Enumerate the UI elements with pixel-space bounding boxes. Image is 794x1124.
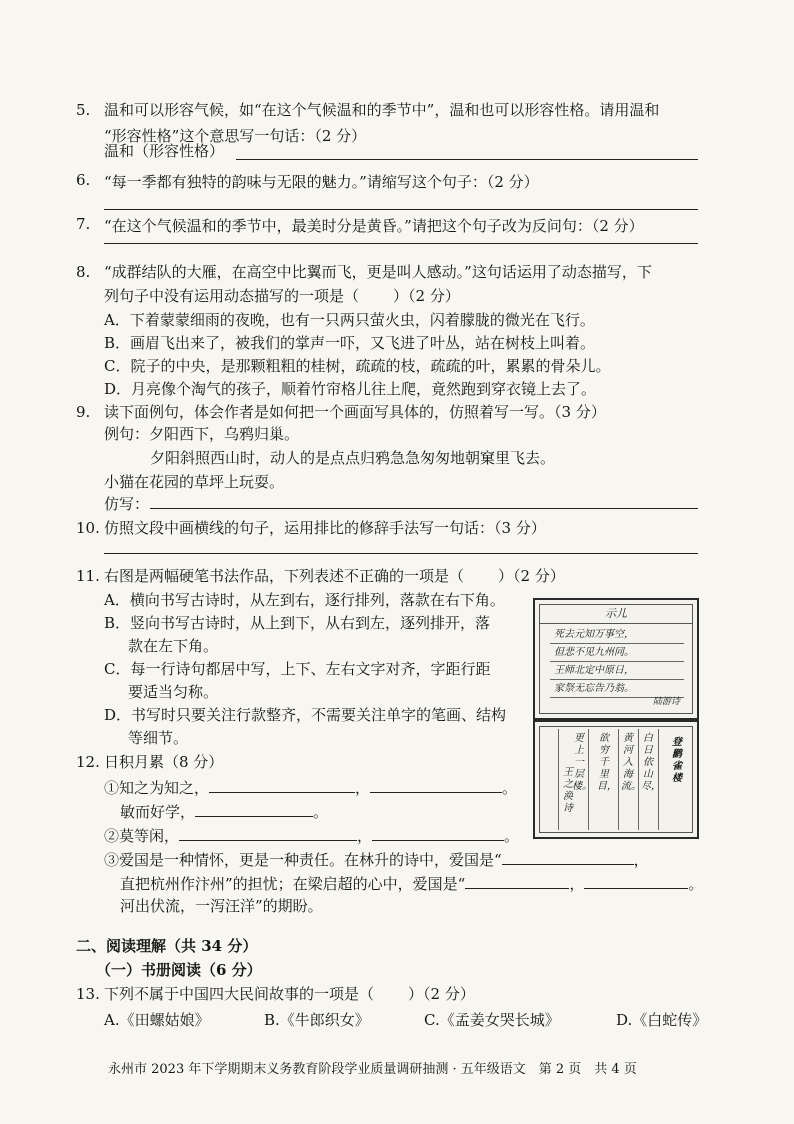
q8-line1: “成群结队的大雁，在高空中比翼而飞，更是叫人感动。”这句话运用了动态描写，下 <box>104 263 652 281</box>
q9-example-expanded: 夕阳斜照西山时，动人的是点点归鸦急急匆匆地朝窠里飞去。 <box>150 449 556 467</box>
q12-item2-text: ②莫等闲， <box>104 827 180 845</box>
q5-answer-line[interactable] <box>236 159 698 160</box>
q12-item1-line1 <box>104 776 517 798</box>
column-divider <box>638 729 639 830</box>
q13-option-b: B.《牛郎织女》 <box>264 1011 370 1029</box>
q7-text: “在这个气候温和的季节中，最美时分是黄昏。”请把这个句子改为反问句：（2 分） <box>104 217 644 235</box>
q13-question-text: 下列不属于中国四大民间故事的一项是（ <box>104 985 375 1003</box>
q7-answer-line[interactable] <box>104 243 698 244</box>
q12-comma-3: ， <box>633 851 649 869</box>
calligraphy-vertical-col-2: 黄河入海流。 <box>621 733 641 792</box>
calligraphy-horizontal-frame <box>539 604 693 714</box>
q13-option-d: D.《白蛇传》 <box>616 1011 708 1029</box>
calligraphy-horizontal-line-1: 死去元知万事空， <box>550 627 684 644</box>
q11-option-d-1: D．书写时只要关注行款整齐，不需要关注单字的笔画、结构 <box>104 706 507 724</box>
page-footer: 永州市 2023 年下学期期末义务教育阶段学业质量调研抽测 · 五年级语文 第 2 页 共 4 页 <box>108 1062 637 1077</box>
q13-score: ）（2 分） <box>408 985 475 1003</box>
q13-number: 13. <box>76 985 100 1003</box>
q7-number: 7. <box>76 215 91 233</box>
q12-number: 12. <box>76 753 100 771</box>
q11-number: 11. <box>76 567 100 585</box>
q9-line1: 读下面例句，体会作者是如何把一个画面写具体的，仿照着写一写。（3 分） <box>104 403 606 421</box>
q12-title: 日积月累（8 分） <box>104 753 224 771</box>
q12-item1-line2 <box>120 800 328 822</box>
q9-answer-line[interactable] <box>150 508 698 509</box>
q12-item3-text: ③爱国是一种情怀，更是一种责任。在林升的诗中，爱国是“ <box>104 851 502 869</box>
q11-option-c-2: 要适当匀称。 <box>128 683 219 701</box>
column-divider <box>618 729 619 830</box>
calligraphy-vertical-signature: 王之涣诗 <box>563 767 573 814</box>
q12-period-3: 。 <box>504 827 520 845</box>
calligraphy-vertical-frame <box>539 726 693 833</box>
q9-prompt: 小猫在花园的草坪上玩耍。 <box>104 473 285 491</box>
q12-item3-line3: 河出伏流，一泻汪洋”的期盼。 <box>120 897 323 915</box>
q9-number: 9. <box>76 403 91 421</box>
section2-subtitle: （一）书册阅读（6 分） <box>96 961 262 979</box>
q12-comma-1: ， <box>355 779 371 797</box>
q11-option-d-2: 等细节。 <box>128 729 189 747</box>
column-divider <box>558 729 559 830</box>
column-divider <box>658 729 659 830</box>
q13-text <box>104 984 475 1004</box>
q12-blank-5[interactable] <box>372 824 504 841</box>
q12-item2 <box>104 824 519 846</box>
q12-item3-line1 <box>104 848 649 870</box>
calligraphy-vertical-col-4: 更上一层楼。 <box>572 733 592 792</box>
calligraphy-vertical-col-1: 白日依山尽， <box>641 733 661 792</box>
q6-text: “每一季都有独特的韵味与无限的魅力。”请缩写这个句子：（2 分） <box>104 173 539 191</box>
q5-line3: 温和（形容性格） <box>104 142 225 160</box>
q8-option-b: B．画眉飞出来了，被我们的掌声一吓，又飞进了叶丛，站在树枝上叫着。 <box>104 334 596 352</box>
q8-option-a: A．下着蒙蒙细雨的夜晚，也有一只两只萤火虫，闪着朦胧的微光在飞行。 <box>104 311 595 329</box>
q12-item3-line2 <box>120 872 703 894</box>
column-divider <box>588 729 589 830</box>
q8-line2 <box>104 286 460 306</box>
q8-score: ）（2 分） <box>393 287 460 305</box>
q12-period-1: 。 <box>502 779 518 797</box>
section2-title: 二、阅读理解（共 34 分） <box>76 937 258 955</box>
q8-line2-text: 列句子中没有运用动态描写的一项是（ <box>104 287 360 305</box>
q12-item1b-text: 敏而好学， <box>120 803 196 821</box>
calligraphy-horizontal-line-3: 王师北定中原日， <box>550 663 684 680</box>
q5-line2: “形容性格”这个意思写一句话：（2 分） <box>104 127 367 145</box>
q13-option-a: A.《田螺姑娘》 <box>104 1011 210 1029</box>
q8-number: 8. <box>76 263 91 281</box>
q8-option-c: C．院子的中央，是那颗粗粗的桂树，疏疏的枝，疏疏的叶，累累的骨朵儿。 <box>104 357 611 375</box>
calligraphy-horizontal-line-4: 家祭无忘告乃翁。 <box>550 681 684 698</box>
q10-text: 仿照文段中画横线的句子，运用排比的修辞手法写一句话：（3 分） <box>104 519 546 537</box>
calligraphy-horizontal <box>533 598 699 720</box>
q10-number: 10. <box>76 519 100 537</box>
q9-imitate-label: 仿写： <box>104 495 150 513</box>
q11-line1 <box>104 566 565 586</box>
q6-number: 6. <box>76 171 91 189</box>
q12-blank-8[interactable] <box>584 872 688 889</box>
q8-option-d: D．月亮像个淘气的孩子，顺着竹帘格儿往上爬，竟然跑到穿衣镜上去了。 <box>104 380 597 398</box>
q11-option-c-1: C．每一行诗句都居中写，上下、左右文字对齐，字距行距 <box>104 660 491 678</box>
q5-line1: 温和可以形容气候，如“在这个气候温和的季节中”，温和也可以形容性格。请用温和 <box>104 101 660 119</box>
q12-blank-4[interactable] <box>179 824 357 841</box>
q11-score: ）（2 分） <box>498 567 565 585</box>
q12-comma-2: ， <box>357 827 373 845</box>
q12-blank-7[interactable] <box>465 872 569 889</box>
q10-answer-line[interactable] <box>104 553 698 554</box>
q11-line1-text: 右图是两幅硬笔书法作品，下列表述不正确的一项是（ <box>104 567 465 585</box>
q12-item3b-text: 直把杭州作汴州”的担忧；在梁启超的心中，爱国是“ <box>120 875 466 893</box>
q12-blank-2[interactable] <box>370 776 502 793</box>
q12-comma-4: ， <box>569 875 585 893</box>
q11-option-a: A．横向书写古诗时，从左到右，逐行排列，落款在右下角。 <box>104 591 505 609</box>
q12-blank-3[interactable] <box>195 800 313 817</box>
q12-item1-text: ①知之为知之， <box>104 779 210 797</box>
q5-number: 5. <box>76 101 91 119</box>
q6-answer-line[interactable] <box>104 209 698 210</box>
calligraphy-horizontal-title: 示儿 <box>540 605 692 624</box>
q13-option-c: C.《孟姜女哭长城》 <box>424 1011 560 1029</box>
q11-option-b-2: 款在左下角。 <box>128 637 219 655</box>
q12-blank-1[interactable] <box>209 776 355 793</box>
calligraphy-horizontal-signature: 陆游诗 <box>652 697 680 707</box>
calligraphy-horizontal-line-2: 但悲不见九州同。 <box>550 645 684 662</box>
q12-period-2: 。 <box>313 803 329 821</box>
q12-blank-6[interactable] <box>502 848 634 865</box>
calligraphy-vertical <box>533 720 699 839</box>
q9-example: 例句：夕阳西下，乌鸦归巢。 <box>104 425 300 443</box>
q11-option-b-1: B．竖向书写古诗时，从上到下，从右到左，逐列排开，落 <box>104 614 491 632</box>
calligraphy-vertical-title: 登鹳雀楼 <box>672 737 682 784</box>
q12-period-4: 。 <box>688 875 704 893</box>
calligraphy-vertical-col-3: 欲穷千里目， <box>597 733 617 792</box>
